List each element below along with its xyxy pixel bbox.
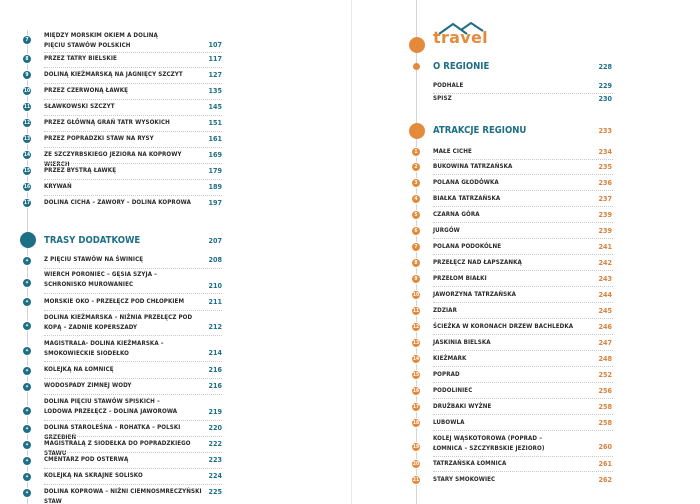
row-separator: [433, 334, 613, 335]
route-marker: 16: [22, 182, 32, 192]
row-separator: [433, 254, 613, 255]
attraction-marker: 10: [411, 290, 421, 300]
right-toc-page: [352, 0, 700, 504]
row-separator: [44, 67, 222, 68]
row-separator: [44, 195, 222, 196]
hiker-icon: ✦: [22, 382, 32, 392]
row-separator: [44, 147, 222, 148]
region-title[interactable]: SPISZ: [433, 95, 452, 102]
attraction-title[interactable]: PODOLINIEC: [433, 387, 473, 394]
attraction-marker: 9: [411, 274, 421, 284]
route-marker: 8: [22, 54, 32, 64]
hiker-icon: ✦: [22, 278, 32, 288]
extra-route-title[interactable]: DOLINA KIEŻMARSKA – NIŻNIA PRZEŁĘCZ POD KOPĄ – ZADNIE KOPERSZADY: [44, 314, 193, 331]
route-marker: 9: [22, 70, 32, 80]
right-timeline-line: [416, 0, 417, 504]
row-separator: [433, 471, 613, 472]
row-separator: [44, 163, 222, 164]
hiker-icon: ✦: [22, 406, 32, 416]
extra-route-title[interactable]: DOLINA KOPROWA – NIŻNI CIEMNOSMRECZYŃSKI STAW: [44, 488, 202, 504]
route-title[interactable]: PRZEZ TATRY BIELSKIE: [44, 55, 117, 62]
row-separator: [433, 302, 613, 303]
row-separator: [433, 286, 613, 287]
extra-route-page-number[interactable]: 219: [208, 407, 222, 416]
extra-route-page-number[interactable]: 224: [208, 471, 222, 480]
attraction-page-number[interactable]: 235: [598, 162, 612, 171]
row-separator: [433, 350, 613, 351]
row-separator: [44, 293, 222, 294]
section-page-number[interactable]: 228: [598, 62, 612, 71]
attraction-marker: 21: [411, 475, 421, 485]
extra-route-title[interactable]: CMENTARZ POD OSTERWĄ: [44, 456, 129, 463]
extra-route-page-number[interactable]: 225: [208, 487, 222, 496]
route-page-number[interactable]: 197: [208, 198, 222, 207]
attraction-marker: 20: [411, 459, 421, 469]
hiker-icon: ✦: [22, 424, 32, 434]
attraction-page-number[interactable]: 244: [598, 290, 612, 299]
row-separator: [433, 430, 613, 431]
attraction-page-number[interactable]: 258: [598, 418, 612, 427]
section-page-number[interactable]: 233: [598, 126, 612, 135]
row-separator: [44, 452, 222, 453]
attraction-page-number[interactable]: 242: [598, 258, 612, 267]
attraction-marker: 1: [411, 147, 421, 157]
attraction-title[interactable]: JASKINIA BIELSKA: [433, 339, 491, 346]
attraction-page-number[interactable]: 262: [598, 475, 612, 484]
hiker-icon: ✦: [22, 297, 32, 307]
row-separator: [44, 378, 222, 379]
attraction-marker: 3: [411, 178, 421, 188]
row-separator: [433, 238, 613, 239]
extra-route-page-number[interactable]: 220: [208, 423, 222, 432]
attraction-title[interactable]: STARY SMOKOWIEC: [433, 476, 496, 483]
attraction-title[interactable]: KOLEJ WĄSKOTOROWA (POPRAD – ŁOMNICA – SZCZYRBSKIE JEZIORO): [433, 435, 545, 452]
section-title-extra-routes[interactable]: TRASY DODATKOWE: [44, 235, 141, 246]
attraction-marker: 8: [411, 258, 421, 268]
section-page-number[interactable]: 207: [208, 236, 222, 245]
attraction-marker: 16: [411, 386, 421, 396]
attraction-title[interactable]: DRUŻBAKI WYŻNE: [433, 403, 492, 410]
attraction-page-number[interactable]: 252: [598, 370, 612, 379]
attraction-page-number[interactable]: 241: [598, 242, 612, 251]
row-separator: [433, 366, 613, 367]
section-marker: [413, 63, 420, 70]
extra-route-title[interactable]: DOLINA PIĘCIU STAWÓW SPISKICH – LODOWA PRZEŁĘCZ – DOLINA JAWOROWA: [44, 398, 178, 415]
route-page-number[interactable]: 179: [208, 166, 222, 175]
route-page-number[interactable]: 127: [208, 70, 222, 79]
route-page-number[interactable]: 161: [208, 134, 222, 143]
extra-route-page-number[interactable]: 223: [208, 455, 222, 464]
attraction-page-number[interactable]: 258: [598, 402, 612, 411]
extra-route-title[interactable]: KOLEJKĄ NA SKRAJNE SOLISKO: [44, 472, 143, 479]
row-separator: [44, 179, 222, 180]
route-marker: 13: [22, 134, 32, 144]
attraction-marker: 18: [411, 418, 421, 428]
extra-route-title[interactable]: WIERCH PORONIEC – GĘSIA SZYJA – SCHRONISKO MUROWANIEC: [44, 271, 158, 288]
attraction-marker: 14: [411, 354, 421, 364]
route-page-number[interactable]: 117: [208, 54, 222, 63]
route-marker: 17: [22, 198, 32, 208]
attraction-page-number[interactable]: 245: [598, 306, 612, 315]
attraction-page-number[interactable]: 239: [598, 210, 612, 219]
attraction-page-number[interactable]: 243: [598, 274, 612, 283]
attraction-marker: 7: [411, 242, 421, 252]
attraction-page-number[interactable]: 260: [598, 442, 612, 451]
route-title[interactable]: PRZEZ GŁÓWNĄ GRAŃ TATR WYSOKICH: [44, 119, 170, 126]
attraction-marker: 2: [411, 162, 421, 172]
row-separator: [44, 484, 222, 485]
route-marker: 7: [22, 35, 32, 45]
row-separator: [44, 83, 222, 84]
attraction-page-number[interactable]: 234: [598, 147, 612, 156]
attraction-page-number[interactable]: 261: [598, 459, 612, 468]
extra-route-page-number[interactable]: 208: [208, 255, 222, 264]
attraction-marker: 15: [411, 370, 421, 380]
row-separator: [44, 468, 222, 469]
route-title[interactable]: PRZEZ POPRADZKI STAW NA RYSY: [44, 135, 154, 142]
row-separator: [433, 398, 613, 399]
attraction-title[interactable]: POLANA PODOKÓLNE: [433, 243, 502, 250]
hiker-icon: ✦: [22, 366, 32, 376]
attraction-marker: 4: [411, 194, 421, 204]
row-separator: [44, 115, 222, 116]
attraction-marker: 12: [411, 322, 421, 332]
extra-route-title[interactable]: MAGISTRALA- DOLINA KIEŻMARSKA – SMOKOWIECKIE SIODEŁKO: [44, 340, 164, 357]
attraction-title[interactable]: POPRAD: [433, 371, 460, 378]
row-separator: [433, 382, 613, 383]
attraction-title[interactable]: KIEŻMARK: [433, 355, 467, 362]
route-page-number[interactable]: 189: [208, 182, 222, 191]
attraction-page-number[interactable]: 236: [598, 178, 612, 187]
extra-route-page-number[interactable]: 214: [208, 348, 222, 357]
attraction-title[interactable]: LUBOWLA: [433, 419, 465, 426]
attraction-marker: 19: [411, 442, 421, 452]
route-title[interactable]: DOLINA CICHA – ZAWORY – DOLINA KOPROWA: [44, 199, 192, 206]
row-separator: [433, 206, 613, 207]
hiker-icon: ✦: [22, 321, 32, 331]
row-separator: [44, 436, 222, 437]
attraction-marker: 17: [411, 402, 421, 412]
row-separator: [44, 131, 222, 132]
route-marker: 14: [22, 150, 32, 160]
hiker-icon: ✦: [22, 346, 32, 356]
extra-route-page-number[interactable]: 210: [208, 281, 222, 290]
hiker-icon: ✦: [22, 256, 32, 266]
route-marker: 10: [22, 86, 32, 96]
attraction-title[interactable]: TATRZAŃSKA ŁOMNICA: [433, 460, 507, 467]
row-separator: [44, 394, 222, 395]
attraction-title[interactable]: JURGÓW: [433, 227, 460, 234]
extra-route-title[interactable]: KOLEJKĄ NA ŁOMNICĘ: [44, 366, 114, 373]
route-title[interactable]: SŁAWKOWSKI SZCZYT: [44, 103, 115, 110]
extra-route-page-number[interactable]: 216: [208, 381, 222, 390]
section-marker: [409, 37, 425, 53]
route-title[interactable]: DOLINĄ KIEŻMARSKĄ NA JAGNIĘCY SZCZYT: [44, 71, 183, 78]
extra-route-title[interactable]: Z PIĘCIU STAWÓW NA ŚWINICĘ: [44, 256, 144, 263]
section-title-o-regionie[interactable]: O REGIONIE: [433, 61, 490, 72]
row-separator: [433, 414, 613, 415]
row-separator: [44, 361, 222, 362]
region-title[interactable]: PODHALE: [433, 82, 464, 89]
attraction-marker: 13: [411, 338, 421, 348]
hiker-icon: ✦: [22, 472, 32, 482]
attraction-marker: 5: [411, 210, 421, 220]
region-page-number[interactable]: 230: [598, 94, 612, 103]
row-separator: [44, 52, 222, 53]
attraction-marker: 11: [411, 306, 421, 316]
attraction-title[interactable]: CZARNA GÓRA: [433, 211, 480, 218]
row-separator: [433, 270, 613, 271]
row-separator: [44, 310, 222, 311]
route-page-number[interactable]: 169: [208, 150, 222, 159]
extra-route-title[interactable]: MAGISTRALĄ Z SIODEŁKA DO POPRADZKIEGO STAWU: [44, 440, 191, 457]
row-separator: [44, 420, 222, 421]
travel-logo-text: travel: [433, 28, 488, 47]
extra-route-title[interactable]: DOLINA STAROLEŚNA – ROHATKA – POLSKI GRZEBIEŃ: [44, 424, 181, 441]
hiker-icon: ✦: [22, 456, 32, 466]
row-separator: [433, 222, 613, 223]
route-marker: 12: [22, 118, 32, 128]
attraction-title[interactable]: POLANA GŁODÓWKA: [433, 179, 499, 186]
row-separator: [44, 268, 222, 269]
route-page-number[interactable]: 107: [208, 40, 222, 49]
route-title[interactable]: KRYWAŃ: [44, 183, 72, 190]
row-separator: [433, 159, 613, 160]
attraction-title[interactable]: PRZEŁOM BIAŁKI: [433, 275, 487, 282]
region-page-number[interactable]: 229: [598, 81, 612, 90]
attraction-title[interactable]: ŚCIEŻKA W KORONACH DRZEW BACHLEDKA: [433, 323, 574, 330]
hiker-icon: ✦: [22, 488, 32, 498]
route-title[interactable]: MIĘDZY MORSKIM OKIEM A DOLINĄ PIĘCIU STAWÓW POLSKICH: [44, 32, 158, 49]
section-marker: [20, 232, 36, 248]
row-separator: [44, 335, 222, 336]
row-separator: [433, 190, 613, 191]
book-gutter: [351, 0, 352, 504]
row-separator: [44, 99, 222, 100]
row-separator: [433, 318, 613, 319]
attraction-title[interactable]: PRZEŁĘCZ NAD ŁAPSZANKĄ: [433, 259, 522, 266]
section-title-atrakcje[interactable]: ATRAKCJE REGIONU: [433, 125, 527, 136]
attraction-title[interactable]: MAŁE CICHE: [433, 148, 472, 155]
row-separator: [433, 174, 613, 175]
extra-route-page-number[interactable]: 222: [208, 439, 222, 448]
row-separator: [433, 456, 613, 457]
attraction-title[interactable]: ZDZIAR: [433, 307, 457, 314]
route-title[interactable]: PRZEZ BYSTRĄ ŁAWKĘ: [44, 167, 117, 174]
extra-route-title[interactable]: WODOSPADY ZIMNEJ WODY: [44, 382, 132, 389]
hiker-icon: ✦: [22, 440, 32, 450]
attraction-page-number[interactable]: 247: [598, 338, 612, 347]
attraction-title[interactable]: JAWORZYNA TATRZAŃSKA: [433, 291, 517, 298]
route-page-number[interactable]: 151: [208, 118, 222, 127]
attraction-page-number[interactable]: 256: [598, 386, 612, 395]
extra-route-title[interactable]: MORSKIE OKO – PRZEŁĘCZ POD CHŁOPKIEM: [44, 298, 185, 305]
attraction-marker: 6: [411, 226, 421, 236]
route-title[interactable]: ZE SZCZYRBSKIEGO JEZIORA NA KOPROWY WIERCH: [44, 151, 182, 168]
attraction-page-number[interactable]: 246: [598, 322, 612, 331]
extra-route-page-number[interactable]: 212: [208, 322, 222, 331]
extra-route-page-number[interactable]: 216: [208, 365, 222, 374]
attraction-page-number[interactable]: 239: [598, 226, 612, 235]
attraction-page-number[interactable]: 237: [598, 194, 612, 203]
attraction-title[interactable]: BIAŁKA TATRZAŃSKA: [433, 195, 501, 202]
section-marker: [409, 123, 425, 139]
route-marker: 11: [22, 102, 32, 112]
route-title[interactable]: PRZEZ CZERWONĄ ŁAWKĘ: [44, 87, 129, 94]
route-page-number[interactable]: 145: [208, 102, 222, 111]
route-page-number[interactable]: 135: [208, 86, 222, 95]
extra-route-page-number[interactable]: 211: [208, 297, 222, 306]
attraction-title[interactable]: BUKOWINA TATRZAŃSKA: [433, 163, 513, 170]
attraction-page-number[interactable]: 248: [598, 354, 612, 363]
route-marker: 15: [22, 166, 32, 176]
